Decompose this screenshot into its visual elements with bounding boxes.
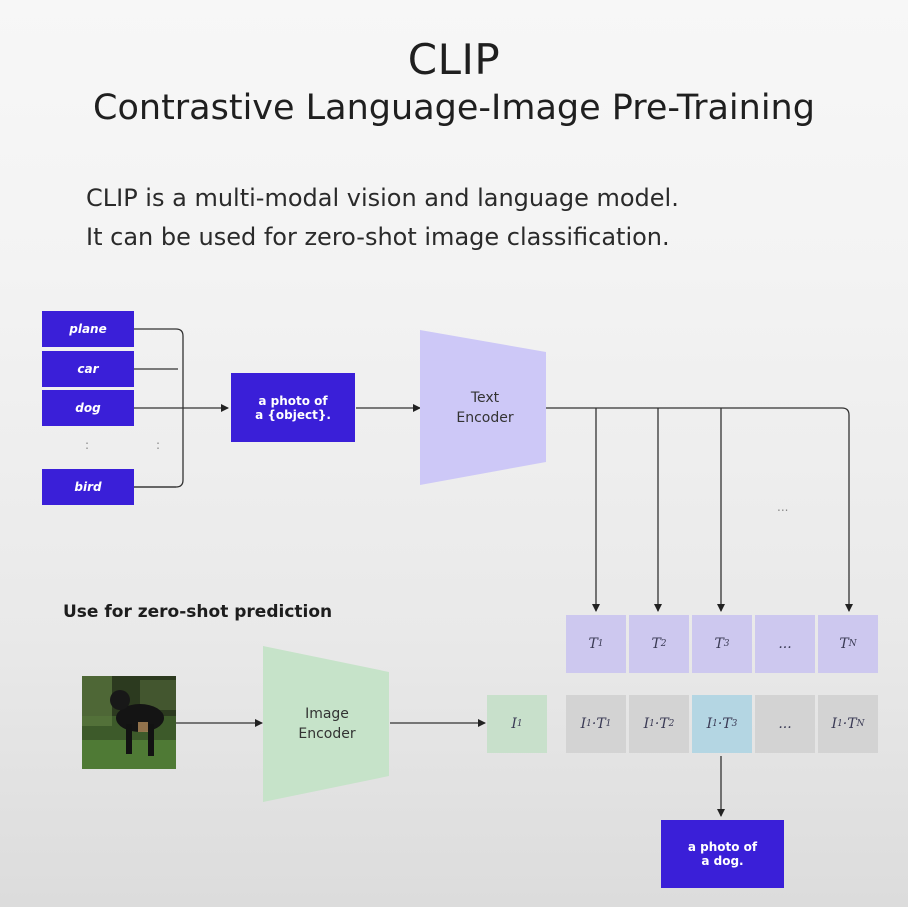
text-embedding-T3: T 3 xyxy=(692,615,752,673)
object-box-plane: plane xyxy=(42,311,134,347)
text-embedding-T2: T 2 xyxy=(629,615,689,673)
object-list-dots: : xyxy=(85,438,90,452)
similarity-cell: I 1 · T 2 xyxy=(629,695,689,753)
text-embedding-ellipsis: ... xyxy=(755,615,815,673)
encoder-fanout-ellipsis: ... xyxy=(777,500,789,514)
similarity-cell-highlighted: I 1 · T 3 xyxy=(692,695,752,753)
page-title: CLIP xyxy=(407,35,501,84)
description-line-1: CLIP is a multi-modal vision and language model. xyxy=(86,184,679,212)
object-box-dog: dog xyxy=(42,390,134,426)
text-encoder-line-2: Encoder xyxy=(456,410,514,426)
zero-shot-label: Use for zero-shot prediction xyxy=(63,602,333,622)
dog-photo xyxy=(82,676,176,769)
encoder-output-line xyxy=(546,408,849,611)
prediction-result-box xyxy=(661,820,784,888)
page-subtitle: Contrastive Language-Image Pre-Training xyxy=(93,88,815,128)
description-line-2: It can be used for zero-shot image classification. xyxy=(86,223,670,251)
image-encoder-line-1: Image xyxy=(305,706,349,722)
template-line-1: a photo of xyxy=(258,393,328,408)
template-line-2: a {object}. xyxy=(255,407,331,422)
similarity-cell: I 1 · T 1 xyxy=(566,695,626,753)
text-embedding-TN: T N xyxy=(818,615,878,673)
object-box-bird: bird xyxy=(42,469,134,505)
object-box-car: car xyxy=(42,351,134,387)
result-line-1: a photo of xyxy=(687,840,758,854)
image-embedding-I1: I 1 xyxy=(487,695,547,753)
image-encoder-label xyxy=(281,704,373,744)
image-encoder-line-2: Encoder xyxy=(298,726,356,742)
result-line-2: a dog. xyxy=(701,854,744,868)
similarity-cell: I 1 · T N xyxy=(818,695,878,753)
prompt-template-box xyxy=(231,373,355,442)
bracket-dots: : xyxy=(156,438,161,452)
text-encoder-label xyxy=(440,388,530,428)
text-encoder-line-1: Text xyxy=(470,390,500,406)
similarity-cell-ellipsis: ... xyxy=(755,695,815,753)
text-embedding-T1: T 1 xyxy=(566,615,626,673)
